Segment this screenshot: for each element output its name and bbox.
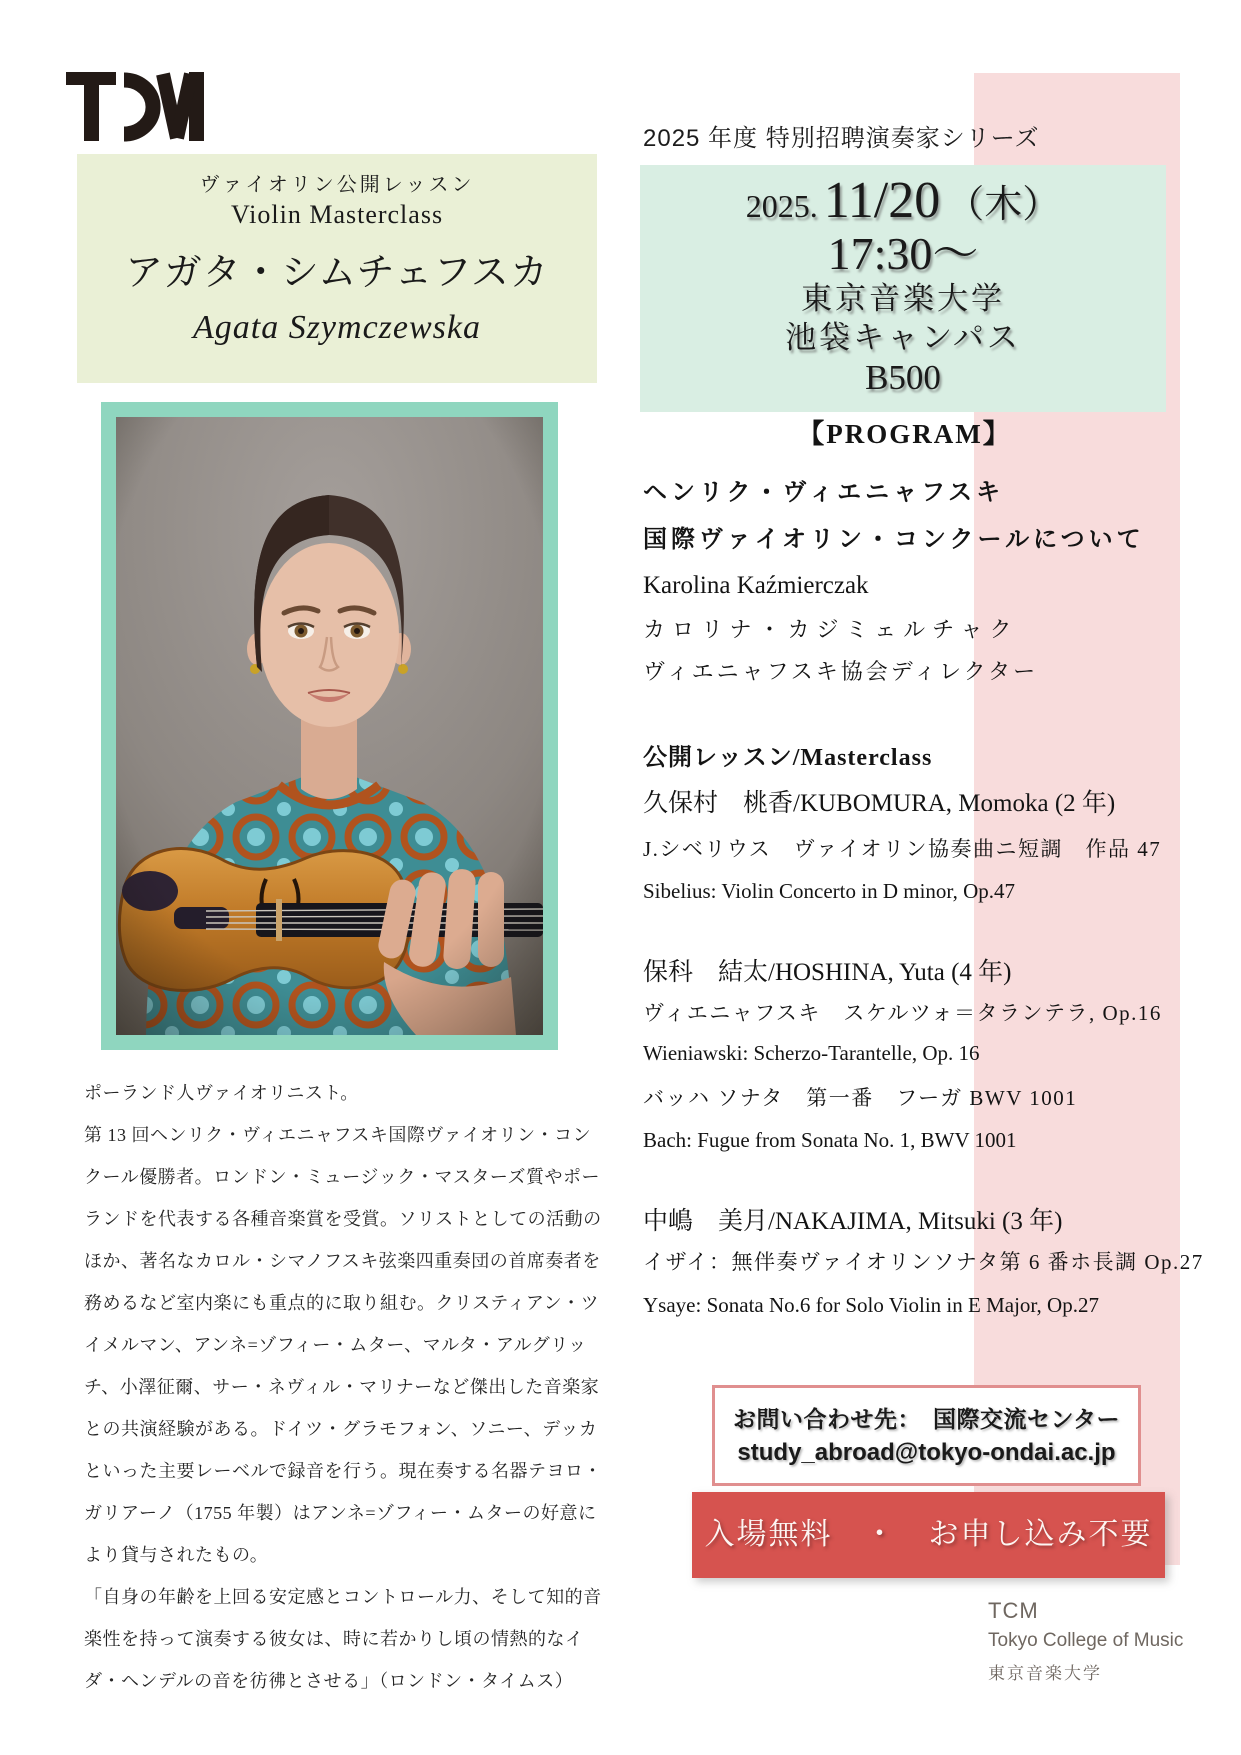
piece-title-en: Bach: Fugue from Sonata No. 1, BWV 1001 (643, 1127, 1017, 1152)
lecturer-name-english: Karolina Kaźmierczak (643, 571, 869, 599)
bio-line: 楽性を持って演奏する彼女は、時に若かりし頃の情熱的なイ (84, 1629, 584, 1649)
event-venue-campus: 池袋キャンパス (785, 319, 1021, 355)
contact-label: お問い合わせ先： 国際交流センター (732, 1406, 1121, 1432)
artist-photo-frame (101, 402, 558, 1050)
bio-line: 務めるなど室内楽にも重点的に取り組む。クリスティアン・ツ (84, 1293, 600, 1313)
lecture-title-line2: 国際ヴァイオリン・コンクールについて (643, 526, 1145, 553)
admission-banner: 入場無料 ・ お申し込み不要 (692, 1492, 1165, 1578)
artist-name-japanese: アガタ・シムチェフスカ (125, 252, 549, 294)
event-year: 2025. (745, 188, 818, 224)
lecture-title-line1: ヘンリク・ヴィエニャフスキ (643, 479, 1005, 506)
bio-line: クール優勝者。ロンドン・ミュージック・マスターズ質やポー (84, 1167, 601, 1187)
footer-logo-name-english: Tokyo College of Music (988, 1630, 1184, 1651)
piece-title-ja: イザイ：無伴奏ヴァイオリンソナタ第 6 番ホ長調 Op.27 (643, 1250, 1204, 1275)
program-section (643, 418, 1204, 1318)
lecturer-role: ヴィエニャフスキ協会ディレクター (643, 658, 1039, 684)
student-name: 久保村 桃香/KUBOMURA, Momoka (2 年) (643, 790, 1116, 817)
tcm-logo (66, 72, 204, 142)
series-label: 2025 年度 特別招聘演奏家シリーズ (643, 125, 1040, 152)
bio-line: より貸与されたもの。 (84, 1545, 269, 1565)
piece-title-en: Wieniawski: Scherzo-Tarantelle, Op. 16 (643, 1041, 980, 1066)
event-weekday: （木） (946, 184, 1061, 226)
event-date-line (640, 171, 1166, 230)
student-name: 保科 結太/HOSHINA, Yuta (4 年) (643, 958, 1012, 986)
bio-line: ガリアーノ（1755 年製）はアンネ=ゾフィー・ムターの好意に (84, 1503, 597, 1523)
student-name: 中嶋 美月/NAKAJIMA, Mitsuki (3 年) (643, 1208, 1063, 1235)
event-info-box (640, 165, 1166, 412)
artist-name-english: Agata Szymczewska (192, 309, 481, 346)
event-time: 17:30～ (827, 228, 979, 279)
bio-line: 「自身の年齢を上回る安定感とコントロール力、そして知的音 (84, 1587, 602, 1607)
bio-line: チ、小澤征爾、サー・ネヴィル・マリナーなど傑出した音楽家 (84, 1377, 600, 1397)
bio-line: 第 13 回ヘンリク・ヴィエニャフスキ国際ヴァイオリン・コン (84, 1125, 592, 1145)
artist-portrait-photo (116, 417, 543, 1035)
bio-line: ダ・ヘンデルの音を彷彿とさせる」（ロンドン・タイムス） (84, 1671, 574, 1691)
program-heading: 【PROGRAM】 (797, 419, 1012, 449)
piece-title-ja: バッハ ソナタ 第一番 フーガ BWV 1001 (643, 1085, 1078, 1110)
artist-biography (84, 1072, 602, 1702)
event-date: 11/20 (823, 172, 941, 229)
bio-line: といった主要レーベルで録音を行う。現在奏する名器テヨロ・ (84, 1461, 602, 1481)
lecturer-name-japanese: カロリナ・カジミェルチャク (643, 617, 1019, 642)
bio-line: ランドを代表する各種音楽賞を受賞。ソリストとしての活動の (84, 1209, 602, 1229)
bio-line: イメルマン、アンネ=ゾフィー・ムター、マルタ・アルグリッ (84, 1335, 587, 1355)
contact-box (712, 1385, 1141, 1486)
footer-logo (988, 1598, 1183, 1684)
footer-logo-name-japanese: 東京音楽大学 (988, 1664, 1102, 1683)
event-venue-university: 東京音楽大学 (801, 281, 1005, 317)
bio-line: ほか、著名なカロル・シマノフスキ弦楽四重奏団の首席奏者を (84, 1251, 601, 1271)
bio-line: との共演経験がある。ドイツ・グラモフォン、ソニー、デッカ (84, 1419, 598, 1439)
piece-title-ja: J.シベリウス ヴァイオリン協奏曲ニ短調 作品 47 (643, 837, 1162, 862)
event-room: B500 (865, 357, 941, 397)
title-box (77, 154, 597, 383)
piece-title-ja: ヴィエニャフスキ スケルツォ＝タランテラ, Op.16 (643, 1001, 1162, 1025)
masterclass-heading: 公開レッスン/Masterclass (643, 745, 933, 771)
bio-line: ポーランド人ヴァイオリニスト。 (84, 1083, 359, 1103)
subtitle-english: Violin Masterclass (230, 200, 444, 229)
contact-email: study_abroad@tokyo-ondai.ac.jp (737, 1439, 1116, 1466)
piece-title-en: Sibelius: Violin Concerto in D minor, Op.47 (643, 878, 1016, 903)
piece-title-en: Ysaye: Sonata No.6 for Solo Violin in E Major, Op.27 (643, 1292, 1099, 1317)
subtitle-japanese: ヴァイオリン公開レッスン (199, 174, 475, 196)
footer-logo-acronym: TCM (988, 1598, 1039, 1623)
